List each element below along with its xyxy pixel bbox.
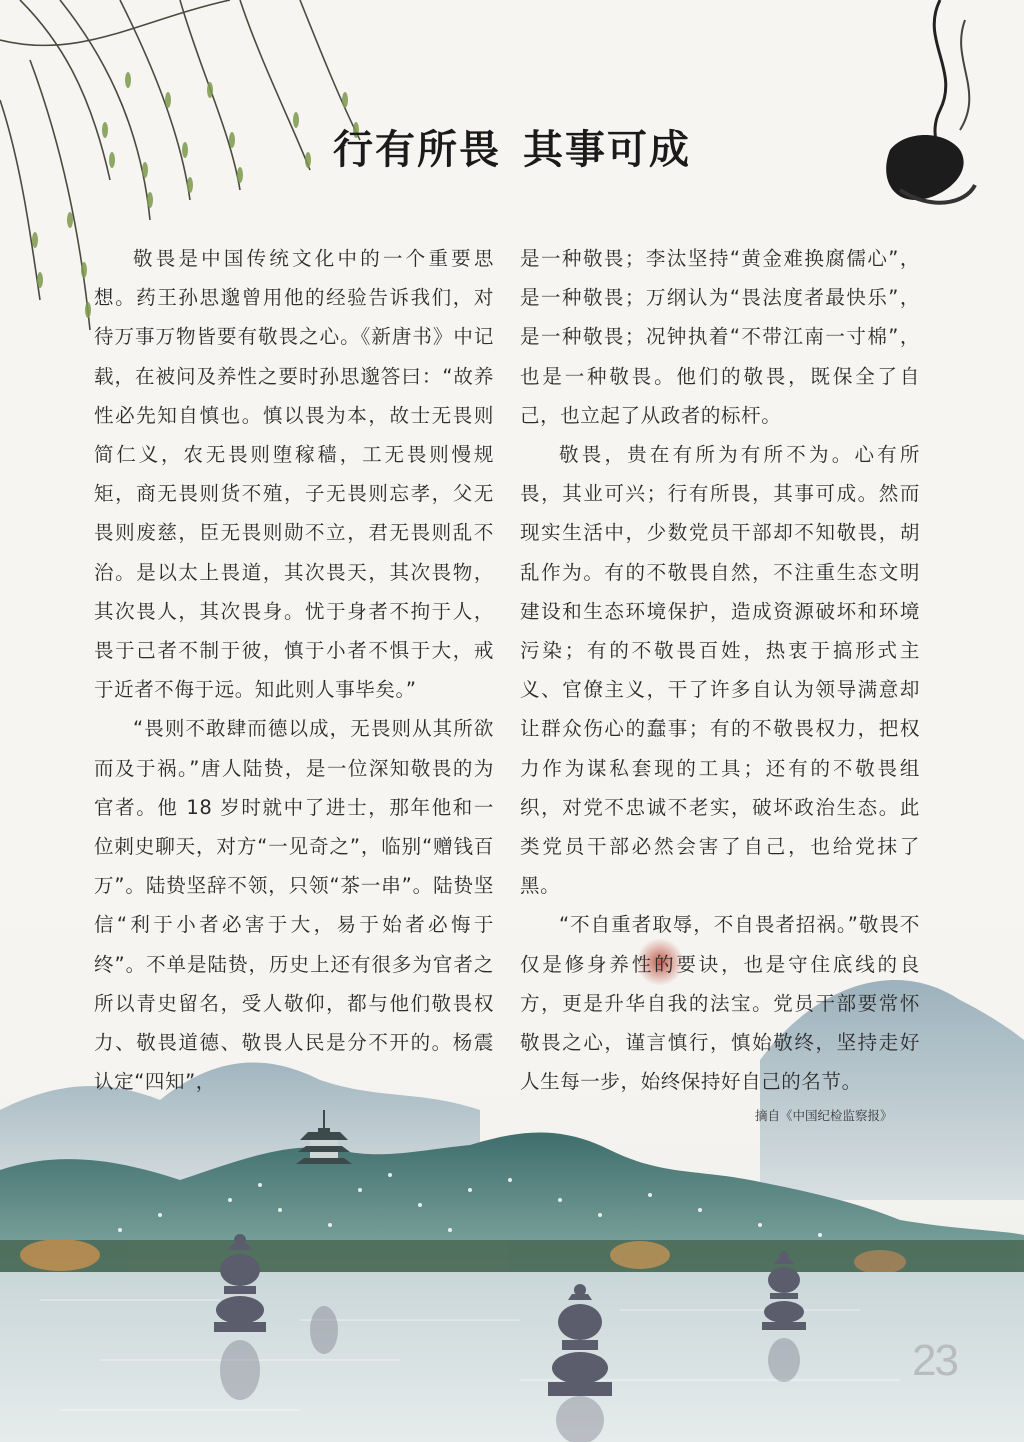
page-number: 23 (912, 1336, 957, 1385)
left-column (94, 239, 494, 1101)
article-title (0, 118, 1024, 175)
source-credit: 摘自《中国纪检监察报》 (755, 1108, 893, 1123)
paragraph-left-1: 敬畏是中国传统文化中的一个重要思想。药王孙思邈曾用他的经验告诉我们，对待万事万物皆要有敬畏之心。《新唐书》中记载，在被问及养性之要时孙思邈答曰：“故养性必先知自慎也。慎以畏为本，故士无畏则简仁义，农无畏则堕稼穑，工无畏则慢规矩，商无畏则货不殖，子无畏则忘孝，父无畏则废慈，臣无畏则勋不立，君无畏则乱不治。是以太上畏道，其次畏天，其次畏物，其次畏人，其次畏身。忧于身者不拘于人，畏于己者不制于彼，慎于小者不惧于大，戒于近者不侮于远。知此则人事毕矣。” (94, 247, 494, 702)
title-part2: 其事可成 (523, 126, 691, 173)
lake-water (0, 1272, 1024, 1442)
title-part1: 行有所畏 (333, 126, 501, 173)
right-column (520, 239, 920, 1101)
paragraph-right-2: 敬畏，贵在有所为有所不为。心有所畏，其业可兴；行有所畏，其事可成。然而现实生活中，少数党员干部却不知敬畏，胡乱作为。有的不敬畏自然，不注重生态文明建设和生态环境保护，造成资源破坏和环境污染；有的不敬畏百姓，热衷于搞形式主义、官僚主义，干了许多自认为领导满意却让群众伤心的蠢事；有的不敬畏权力，把权力作为谋私套现的工具；还有的不敬畏组织，对党不忠诚不老实，破坏政治生态。此类党员干部必然会害了自己，也给党抹了黑。 (520, 443, 920, 898)
paragraph-left-2: “畏则不敢肆而德以成，无畏则从其所欲而及于祸。”唐人陆贽，是一位深知敬畏的为官者。他 18 岁时就中了进士，那年他和一位刺史聊天，对方“一见奇之”，临别“赠钱百万”。陆贽坚辞不领，只领“茶一串”。陆贽坚信“利于小者必害于大，易于始者必悔于终”。不单是陆贽，历史上还有很多为官者之所以青史留名，受人敬仰，都与他们敬畏权力、敬畏道德、敬畏人民是分不开的。杨震认定“四知”， (94, 717, 494, 1094)
tree-band (0, 1239, 1024, 1274)
paragraph-right-1: 是一种敬畏；李汰坚持“黄金难换腐儒心”，是一种敬畏；万纲认为“畏法度者最快乐”，是一种敬畏；况钟执着“不带江南一寸棉”，也是一种敬畏。他们的敬畏，既保全了自己，也立起了从政者的标杆。 (520, 247, 920, 427)
paragraph-right-3: “不自重者取辱，不自畏者招祸。”敬畏不仅是修身养性的要诀，也是守住底线的良方，更是升华自我的法宝。党员干部要常怀敬畏之心，谨言慎行，慎始敬终，坚持走好人生每一步，始终保持好自己的名节。 (520, 913, 920, 1094)
